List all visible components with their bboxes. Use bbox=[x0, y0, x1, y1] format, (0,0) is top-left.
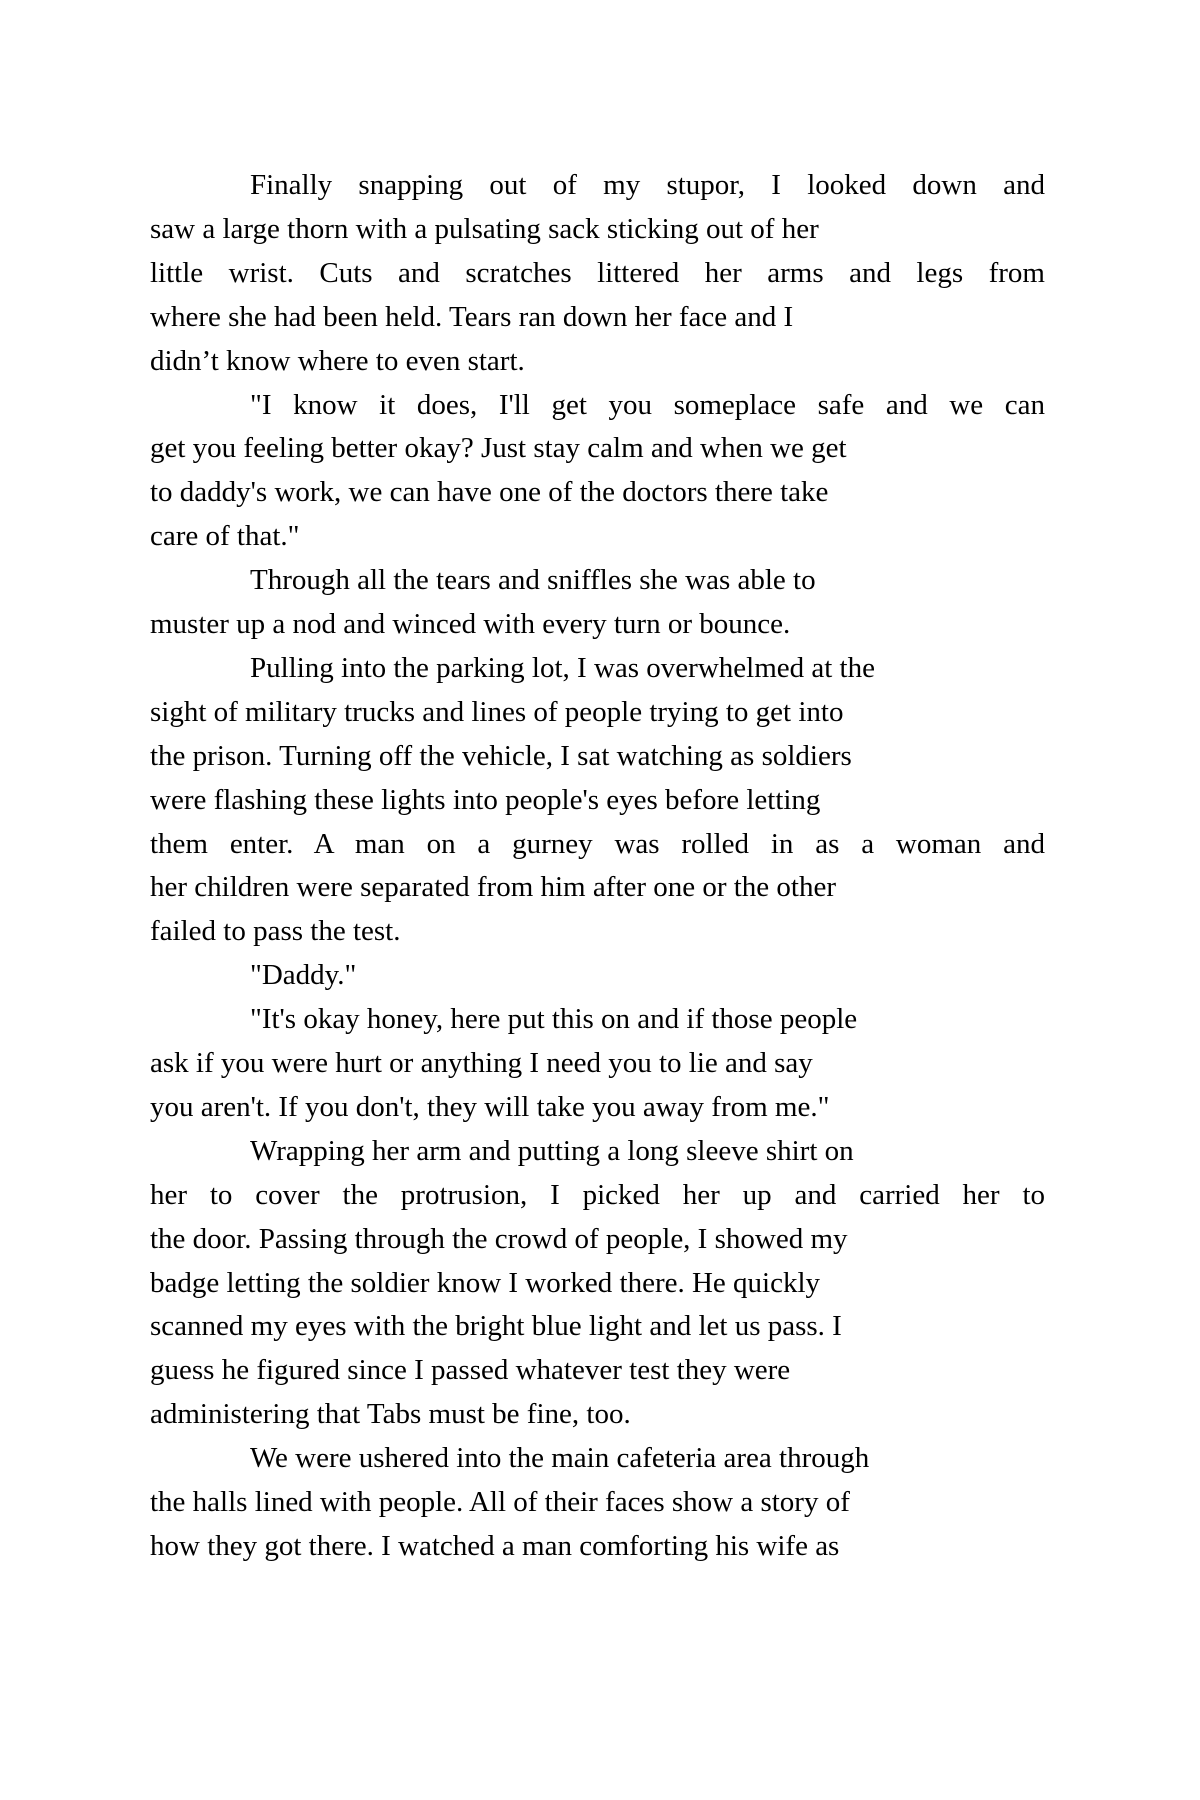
text-line: her children were separated from him after one or the other bbox=[150, 871, 837, 904]
paragraph-first-line: Wrapping her arm and putting a long sleeve shirt on bbox=[250, 1134, 854, 1167]
text-line: the door. Passing through the crowd of people, I showed my bbox=[150, 1222, 848, 1255]
text-line: the prison. Turning off the vehicle, I sat watching as soldiers bbox=[150, 739, 852, 772]
paragraph-first-line: Pulling into the parking lot, I was overwhelmed at the bbox=[250, 651, 875, 684]
text-line: scanned my eyes with the bright blue light and let us pass. I bbox=[150, 1310, 842, 1343]
text-line: badge letting the soldier know I worked there. He quickly bbox=[150, 1266, 821, 1299]
text-line: you aren't. If you don't, they will take you away from me." bbox=[150, 1090, 830, 1123]
text-line: saw a large thorn with a pulsating sack sticking out of her bbox=[150, 212, 819, 245]
text-line: ask if you were hurt or anything I need you to lie and say bbox=[150, 1047, 813, 1079]
text-line: guess he figured since I passed whatever test they were bbox=[150, 1354, 791, 1387]
text-line: her to cover the protrusion, I picked her up and carried her to bbox=[150, 1178, 1045, 1211]
text-line: how they got there. I watched a man comforting his wife as bbox=[150, 1529, 840, 1562]
paragraph-first-line: We were ushered into the main cafeteria area through bbox=[250, 1442, 870, 1475]
text-line: failed to pass the test. bbox=[150, 915, 401, 948]
text-line: were flashing these lights into people's eyes before letting bbox=[150, 783, 821, 816]
text-line: the halls lined with people. All of their faces show a story of bbox=[150, 1486, 850, 1518]
paragraph-first-line: Through all the tears and sniffles she was able to bbox=[250, 564, 816, 597]
text-line: sight of military trucks and lines of people trying to get into bbox=[150, 695, 844, 728]
text-line: to daddy's work, we can have one of the doctors there take bbox=[150, 476, 829, 509]
text-line: muster up a nod and winced with every turn or bounce. bbox=[150, 608, 791, 640]
text-line: them enter. A man on a gurney was rolled in as a woman and bbox=[150, 827, 1045, 860]
paragraph-first-line: "Daddy." bbox=[250, 959, 357, 992]
text-line: little wrist. Cuts and scratches littered her arms and legs from bbox=[150, 256, 1045, 289]
paragraph-first-line: Finally snapping out of my stupor, I looked down and bbox=[250, 169, 1045, 201]
paragraph-first-line: "It's okay honey, here put this on and if those people bbox=[250, 1003, 858, 1036]
text-line: didn’t know where to even start. bbox=[150, 344, 525, 377]
text-line: get you feeling better okay? Just stay calm and when we get bbox=[150, 432, 847, 465]
text-line: care of that." bbox=[150, 520, 300, 553]
paragraph-first-line: "I know it does, I'll get you someplace safe and we can bbox=[250, 388, 1045, 421]
text-line: where she had been held. Tears ran down her face and I bbox=[150, 300, 794, 333]
text-line: administering that Tabs must be fine, too. bbox=[150, 1398, 631, 1431]
